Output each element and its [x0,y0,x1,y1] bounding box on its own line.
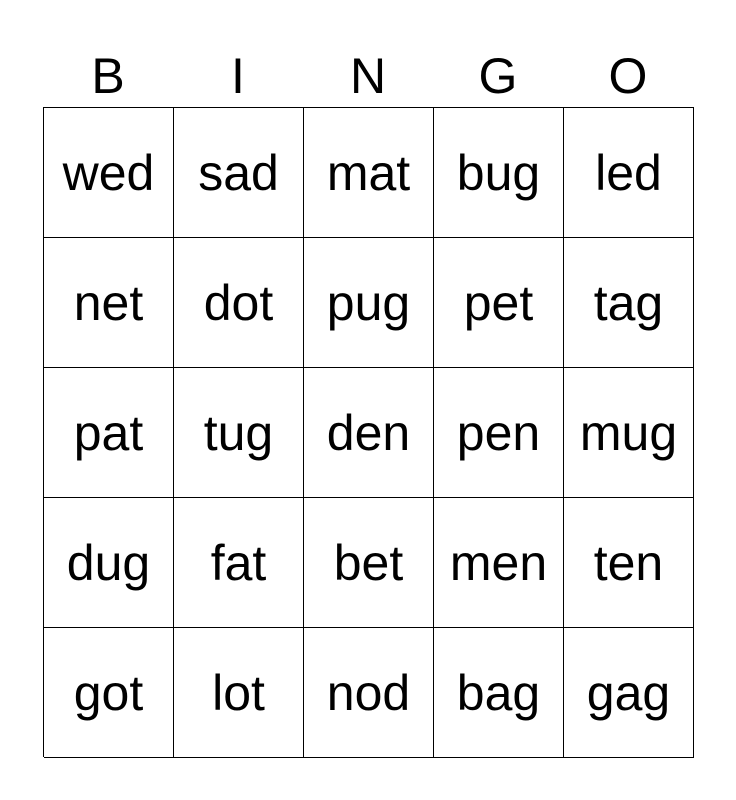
bingo-cell[interactable]: pat [44,368,174,498]
bingo-cell[interactable]: dot [174,238,304,368]
bingo-header [43,40,693,108]
bingo-cell[interactable]: bag [434,628,564,758]
bingo-cell[interactable]: wed [44,108,174,238]
header-letter-o: O [608,48,648,104]
bingo-cell[interactable]: mat [304,108,434,238]
bingo-cell[interactable]: den [304,368,434,498]
bingo-cell[interactable]: ten [564,498,694,628]
bingo-board [43,107,694,757]
bingo-cell[interactable]: pet [434,238,564,368]
bingo-cell[interactable]: men [434,498,564,628]
bingo-cell[interactable]: dug [44,498,174,628]
header-letter-g: G [478,48,518,104]
header-letter-i: I [231,48,245,104]
bingo-cell[interactable]: lot [174,628,304,758]
bingo-cell[interactable]: got [44,628,174,758]
bingo-cell[interactable]: nod [304,628,434,758]
bingo-cell[interactable]: bet [304,498,434,628]
bingo-cell[interactable]: mug [564,368,694,498]
bingo-cell[interactable]: net [44,238,174,368]
bingo-cell[interactable]: sad [174,108,304,238]
bingo-cell[interactable]: tug [174,368,304,498]
bingo-cell[interactable]: gag [564,628,694,758]
bingo-cell[interactable]: tag [564,238,694,368]
bingo-cell[interactable]: led [564,108,694,238]
bingo-cell[interactable]: pug [304,238,434,368]
header-letter-n: N [349,48,387,104]
header-letter-b: B [91,48,125,104]
bingo-cell[interactable]: bug [434,108,564,238]
bingo-cell[interactable]: pen [434,368,564,498]
bingo-cell[interactable]: fat [174,498,304,628]
